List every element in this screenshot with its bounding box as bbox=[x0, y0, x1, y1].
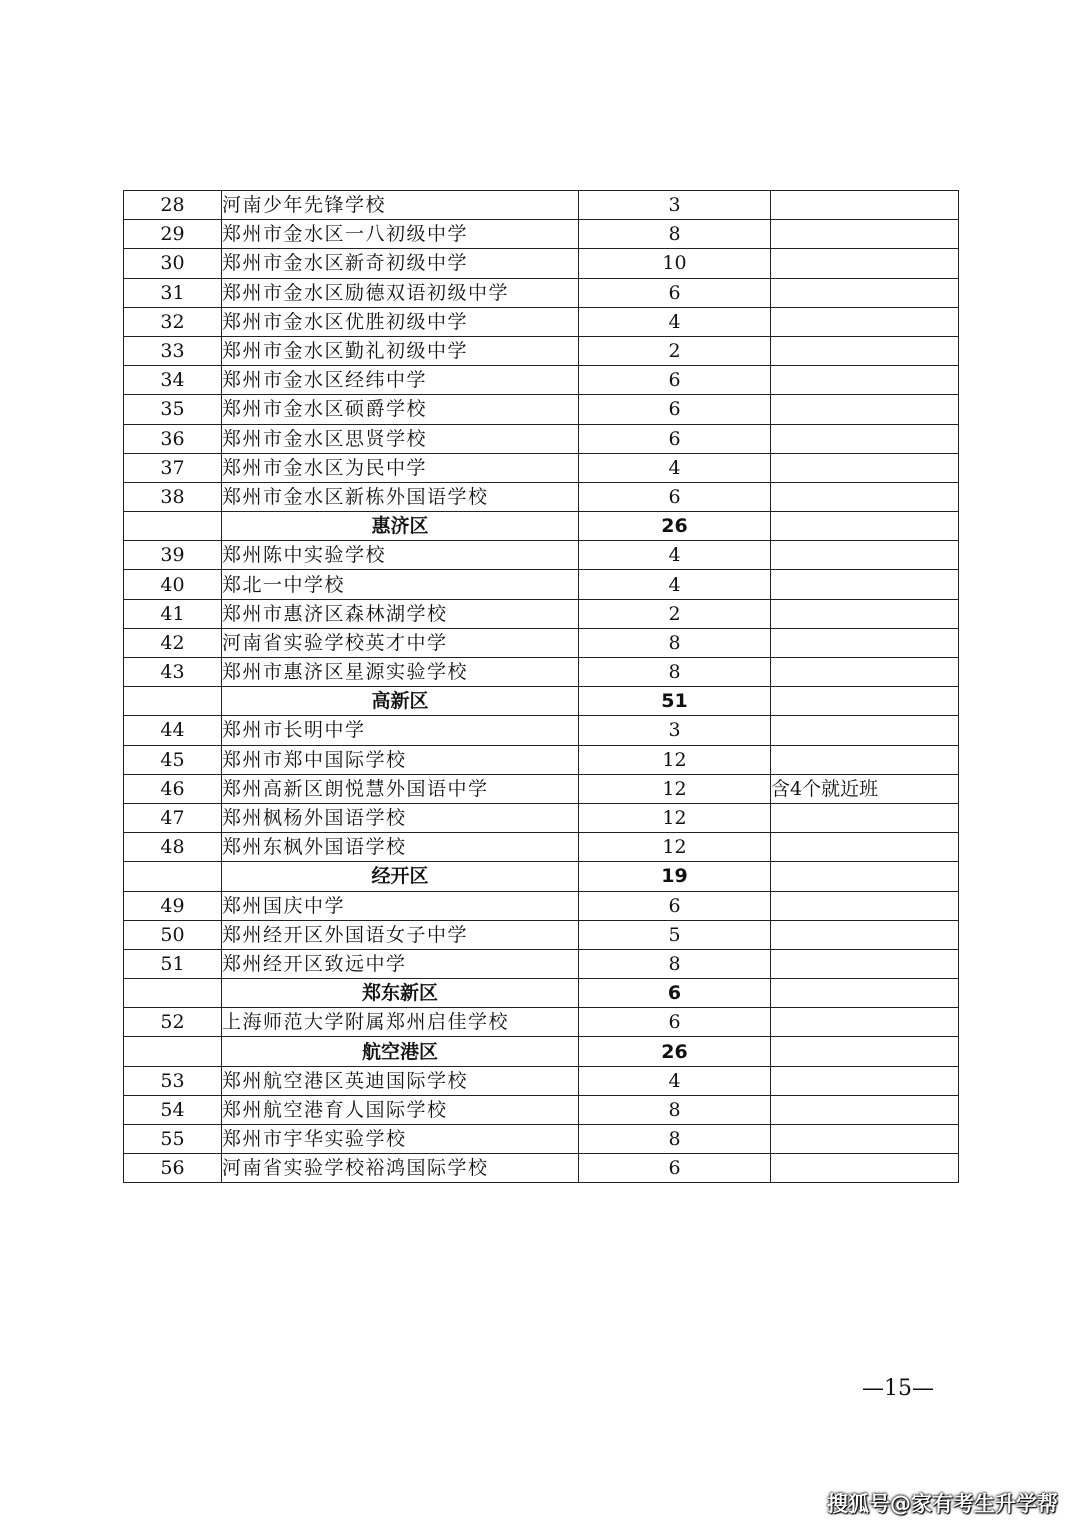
note-cell bbox=[771, 366, 959, 395]
school-name-cell: 郑州市宇华实验学校 bbox=[222, 1125, 579, 1154]
district-total-cell: 26 bbox=[579, 512, 771, 541]
school-name-cell: 郑州枫杨外国语学校 bbox=[222, 803, 579, 832]
table-row bbox=[124, 424, 959, 453]
district-name-cell: 高新区 bbox=[222, 687, 579, 716]
school-name-cell: 郑州国庆中学 bbox=[222, 891, 579, 920]
class-count-cell: 10 bbox=[579, 249, 771, 278]
table-row bbox=[124, 658, 959, 687]
school-name-cell: 郑州市金水区励德双语初级中学 bbox=[222, 278, 579, 307]
row-number-cell: 55 bbox=[124, 1125, 222, 1154]
district-subtotal-row bbox=[124, 1037, 959, 1066]
class-count-cell: 4 bbox=[579, 453, 771, 482]
district-name-cell: 惠济区 bbox=[222, 512, 579, 541]
district-name-cell: 航空港区 bbox=[222, 1037, 579, 1066]
note-cell bbox=[771, 512, 959, 541]
district-total-cell: 51 bbox=[579, 687, 771, 716]
row-number-cell: 53 bbox=[124, 1066, 222, 1095]
table-row bbox=[124, 716, 959, 745]
row-number-cell: 30 bbox=[124, 249, 222, 278]
class-count-cell: 8 bbox=[579, 220, 771, 249]
note-cell bbox=[771, 1066, 959, 1095]
table-row bbox=[124, 336, 959, 365]
table-row bbox=[124, 307, 959, 336]
row-number-cell: 44 bbox=[124, 716, 222, 745]
school-name-cell: 郑州市金水区一八初级中学 bbox=[222, 220, 579, 249]
note-cell bbox=[771, 395, 959, 424]
row-number-cell bbox=[124, 1037, 222, 1066]
note-cell bbox=[771, 1125, 959, 1154]
table-row bbox=[124, 395, 959, 424]
note-cell bbox=[771, 424, 959, 453]
table-row bbox=[124, 891, 959, 920]
row-number-cell: 39 bbox=[124, 541, 222, 570]
table-row bbox=[124, 1125, 959, 1154]
school-name-cell: 郑州市郑中国际学校 bbox=[222, 745, 579, 774]
school-name-cell: 郑州市金水区经纬中学 bbox=[222, 366, 579, 395]
row-number-cell: 37 bbox=[124, 453, 222, 482]
class-count-cell: 6 bbox=[579, 1008, 771, 1037]
class-count-cell: 8 bbox=[579, 628, 771, 657]
table-row bbox=[124, 570, 959, 599]
row-number-cell: 36 bbox=[124, 424, 222, 453]
school-name-cell: 郑州市金水区新奇初级中学 bbox=[222, 249, 579, 278]
note-cell bbox=[771, 862, 959, 891]
school-name-cell: 河南省实验学校英才中学 bbox=[222, 628, 579, 657]
note-cell bbox=[771, 191, 959, 220]
class-count-cell: 2 bbox=[579, 336, 771, 365]
note-cell bbox=[771, 920, 959, 949]
school-name-cell: 郑北一中学校 bbox=[222, 570, 579, 599]
row-number-cell: 56 bbox=[124, 1154, 222, 1183]
school-quota-table bbox=[123, 190, 959, 1183]
class-count-cell: 3 bbox=[579, 716, 771, 745]
table-row bbox=[124, 191, 959, 220]
row-number-cell: 43 bbox=[124, 658, 222, 687]
class-count-cell: 4 bbox=[579, 541, 771, 570]
note-cell bbox=[771, 1037, 959, 1066]
class-count-cell: 5 bbox=[579, 920, 771, 949]
note-cell bbox=[771, 658, 959, 687]
class-count-cell: 8 bbox=[579, 1125, 771, 1154]
note-cell bbox=[771, 628, 959, 657]
page-number: —15— bbox=[862, 1376, 934, 1401]
class-count-cell: 8 bbox=[579, 658, 771, 687]
row-number-cell: 38 bbox=[124, 482, 222, 511]
school-name-cell: 郑州东枫外国语学校 bbox=[222, 833, 579, 862]
class-count-cell: 6 bbox=[579, 278, 771, 307]
class-count-cell: 12 bbox=[579, 745, 771, 774]
table-row bbox=[124, 1066, 959, 1095]
table-row bbox=[124, 628, 959, 657]
table-row bbox=[124, 220, 959, 249]
row-number-cell: 49 bbox=[124, 891, 222, 920]
row-number-cell bbox=[124, 979, 222, 1008]
row-number-cell bbox=[124, 512, 222, 541]
school-name-cell: 郑州市长明中学 bbox=[222, 716, 579, 745]
note-cell bbox=[771, 716, 959, 745]
class-count-cell: 6 bbox=[579, 1154, 771, 1183]
class-count-cell: 12 bbox=[579, 833, 771, 862]
school-name-cell: 上海师范大学附属郑州启佳学校 bbox=[222, 1008, 579, 1037]
table-row bbox=[124, 1154, 959, 1183]
district-subtotal-row bbox=[124, 512, 959, 541]
school-name-cell: 郑州市金水区为民中学 bbox=[222, 453, 579, 482]
school-name-cell: 郑州航空港育人国际学校 bbox=[222, 1095, 579, 1124]
row-number-cell: 33 bbox=[124, 336, 222, 365]
note-cell bbox=[771, 307, 959, 336]
class-count-cell: 12 bbox=[579, 803, 771, 832]
note-cell bbox=[771, 599, 959, 628]
table-row bbox=[124, 1095, 959, 1124]
table-row bbox=[124, 453, 959, 482]
row-number-cell: 40 bbox=[124, 570, 222, 599]
class-count-cell: 4 bbox=[579, 1066, 771, 1095]
table-row bbox=[124, 599, 959, 628]
district-total-cell: 19 bbox=[579, 862, 771, 891]
class-count-cell: 6 bbox=[579, 424, 771, 453]
row-number-cell: 45 bbox=[124, 745, 222, 774]
note-cell bbox=[771, 1154, 959, 1183]
school-name-cell: 郑州市惠济区星源实验学校 bbox=[222, 658, 579, 687]
table-row bbox=[124, 541, 959, 570]
district-name-cell: 经开区 bbox=[222, 862, 579, 891]
table-row bbox=[124, 278, 959, 307]
class-count-cell: 2 bbox=[579, 599, 771, 628]
row-number-cell: 41 bbox=[124, 599, 222, 628]
class-count-cell: 6 bbox=[579, 366, 771, 395]
note-cell bbox=[771, 278, 959, 307]
school-name-cell: 郑州经开区致远中学 bbox=[222, 949, 579, 978]
table-row bbox=[124, 366, 959, 395]
row-number-cell: 29 bbox=[124, 220, 222, 249]
note-cell bbox=[771, 570, 959, 599]
note-cell bbox=[771, 541, 959, 570]
note-cell bbox=[771, 745, 959, 774]
class-count-cell: 6 bbox=[579, 891, 771, 920]
note-cell bbox=[771, 1095, 959, 1124]
district-subtotal-row bbox=[124, 862, 959, 891]
row-number-cell bbox=[124, 862, 222, 891]
school-name-cell: 郑州高新区朗悦慧外国语中学 bbox=[222, 774, 579, 803]
school-name-cell: 郑州市金水区新栋外国语学校 bbox=[222, 482, 579, 511]
table-row bbox=[124, 745, 959, 774]
class-count-cell: 12 bbox=[579, 774, 771, 803]
school-name-cell: 郑州航空港区英迪国际学校 bbox=[222, 1066, 579, 1095]
school-name-cell: 郑州经开区外国语女子中学 bbox=[222, 920, 579, 949]
row-number-cell: 35 bbox=[124, 395, 222, 424]
note-cell bbox=[771, 833, 959, 862]
table-row bbox=[124, 249, 959, 278]
class-count-cell: 3 bbox=[579, 191, 771, 220]
row-number-cell: 34 bbox=[124, 366, 222, 395]
district-subtotal-row bbox=[124, 979, 959, 1008]
row-number-cell: 28 bbox=[124, 191, 222, 220]
district-total-cell: 26 bbox=[579, 1037, 771, 1066]
district-name-cell: 郑东新区 bbox=[222, 979, 579, 1008]
school-name-cell: 郑州陈中实验学校 bbox=[222, 541, 579, 570]
note-cell bbox=[771, 482, 959, 511]
table-row bbox=[124, 949, 959, 978]
note-cell bbox=[771, 891, 959, 920]
row-number-cell: 48 bbox=[124, 833, 222, 862]
note-cell bbox=[771, 979, 959, 1008]
note-cell bbox=[771, 687, 959, 716]
table-row bbox=[124, 1008, 959, 1037]
row-number-cell: 32 bbox=[124, 307, 222, 336]
class-count-cell: 8 bbox=[579, 949, 771, 978]
table-row bbox=[124, 920, 959, 949]
row-number-cell: 47 bbox=[124, 803, 222, 832]
note-cell bbox=[771, 949, 959, 978]
district-subtotal-row bbox=[124, 687, 959, 716]
note-cell bbox=[771, 453, 959, 482]
school-name-cell: 河南省实验学校裕鸿国际学校 bbox=[222, 1154, 579, 1183]
row-number-cell: 54 bbox=[124, 1095, 222, 1124]
table-row bbox=[124, 833, 959, 862]
watermark-text: 搜狐号@家有考生升学帮 bbox=[827, 1492, 1058, 1516]
row-number-cell: 52 bbox=[124, 1008, 222, 1037]
class-count-cell: 4 bbox=[579, 570, 771, 599]
school-name-cell: 郑州市金水区思贤学校 bbox=[222, 424, 579, 453]
row-number-cell: 51 bbox=[124, 949, 222, 978]
school-name-cell: 郑州市金水区优胜初级中学 bbox=[222, 307, 579, 336]
class-count-cell: 8 bbox=[579, 1095, 771, 1124]
school-name-cell: 河南少年先锋学校 bbox=[222, 191, 579, 220]
table-row bbox=[124, 482, 959, 511]
note-cell bbox=[771, 336, 959, 365]
district-total-cell: 6 bbox=[579, 979, 771, 1008]
school-name-cell: 郑州市金水区硕爵学校 bbox=[222, 395, 579, 424]
school-name-cell: 郑州市惠济区森林湖学校 bbox=[222, 599, 579, 628]
table-body bbox=[124, 191, 959, 1183]
note-cell bbox=[771, 249, 959, 278]
note-cell bbox=[771, 1008, 959, 1037]
note-cell: 含4个就近班 bbox=[771, 774, 959, 803]
row-number-cell: 46 bbox=[124, 774, 222, 803]
row-number-cell: 31 bbox=[124, 278, 222, 307]
class-count-cell: 6 bbox=[579, 482, 771, 511]
class-count-cell: 4 bbox=[579, 307, 771, 336]
row-number-cell: 50 bbox=[124, 920, 222, 949]
class-count-cell: 6 bbox=[579, 395, 771, 424]
row-number-cell: 42 bbox=[124, 628, 222, 657]
note-cell bbox=[771, 220, 959, 249]
note-cell bbox=[771, 803, 959, 832]
school-name-cell: 郑州市金水区勤礼初级中学 bbox=[222, 336, 579, 365]
table-row bbox=[124, 774, 959, 803]
row-number-cell bbox=[124, 687, 222, 716]
table-row bbox=[124, 803, 959, 832]
